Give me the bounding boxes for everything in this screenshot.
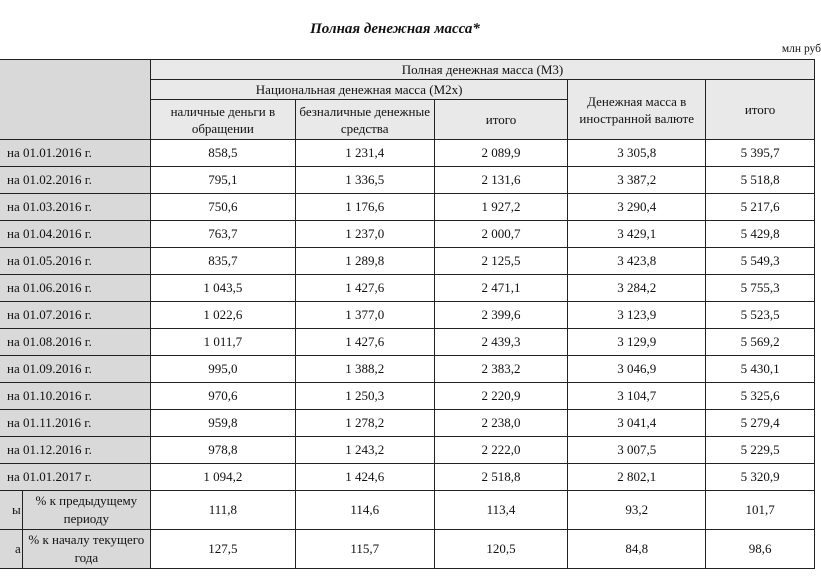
cell-foreign: 93,2 [568,491,706,530]
cell-noncash: 1 427,6 [295,275,434,302]
cell-foreign: 2 802,1 [568,464,706,491]
row-label: на 01.11.2016 г. [0,410,150,437]
cell-noncash: 114,6 [295,491,434,530]
cell-cash: 127,5 [150,530,295,569]
cell-cash: 1 011,7 [150,329,295,356]
footer-group-label: ы [0,491,22,530]
cell-total: 5 755,3 [706,275,815,302]
table-row [0,356,815,383]
table-title: Полная денежная масса* [310,21,480,37]
cell-total: 5 549,3 [706,248,815,275]
cell-cash: 111,8 [150,491,295,530]
table-row [0,464,815,491]
cell-foreign: 3 423,8 [568,248,706,275]
cell-total: 98,6 [706,530,815,569]
cell-total-national: 2 220,9 [434,383,568,410]
cell-foreign: 3 387,2 [568,167,706,194]
cell-foreign: 3 129,9 [568,329,706,356]
cell-noncash: 1 427,6 [295,329,434,356]
table-row [0,140,815,167]
cell-cash: 995,0 [150,356,295,383]
cell-noncash: 1 243,2 [295,437,434,464]
cell-total: 5 430,1 [706,356,815,383]
cell-noncash: 1 250,3 [295,383,434,410]
cell-total-national: 120,5 [434,530,568,569]
cell-noncash: 1 231,4 [295,140,434,167]
table-row [0,194,815,221]
cell-foreign: 3 123,9 [568,302,706,329]
header-foreign: Денежная масса в иностранной валюте [568,80,706,140]
cell-noncash: 1 278,2 [295,410,434,437]
table-row [0,275,815,302]
cell-total: 5 523,5 [706,302,815,329]
row-label: на 01.03.2016 г. [0,194,150,221]
cell-total-national: 2 000,7 [434,221,568,248]
row-label: на 01.09.2016 г. [0,356,150,383]
cell-total-national: 2 383,2 [434,356,568,383]
cell-total-national: 2 518,8 [434,464,568,491]
cell-cash: 970,6 [150,383,295,410]
cell-noncash: 1 176,6 [295,194,434,221]
header-corner [0,60,150,140]
cell-total: 5 279,4 [706,410,815,437]
cell-cash: 750,6 [150,194,295,221]
table-row [0,221,815,248]
cell-total-national: 2 089,9 [434,140,568,167]
footer-row [0,530,815,569]
header-total-national: итого [434,100,568,140]
cell-total: 5 217,6 [706,194,815,221]
table-row [0,302,815,329]
footer-group-label: а [0,530,22,569]
footer-row-label: % к предыдущему периоду [22,491,150,530]
row-label: на 01.04.2016 г. [0,221,150,248]
cell-cash: 978,8 [150,437,295,464]
table-row [0,410,815,437]
cell-foreign: 3 290,4 [568,194,706,221]
cell-total: 101,7 [706,491,815,530]
cell-cash: 1 094,2 [150,464,295,491]
cell-foreign: 84,8 [568,530,706,569]
cell-total-national: 2 125,5 [434,248,568,275]
cell-noncash: 115,7 [295,530,434,569]
cell-total-national: 2 439,3 [434,329,568,356]
cell-total: 5 325,6 [706,383,815,410]
cell-total: 5 518,8 [706,167,815,194]
header-cash: наличные деньги в обращении [150,100,295,140]
cell-total: 5 569,2 [706,329,815,356]
row-label: на 01.07.2016 г. [0,302,150,329]
cell-cash: 1 022,6 [150,302,295,329]
cell-noncash: 1 424,6 [295,464,434,491]
cell-cash: 795,1 [150,167,295,194]
cell-total-national: 2 131,6 [434,167,568,194]
cell-cash: 959,8 [150,410,295,437]
cell-noncash: 1 237,0 [295,221,434,248]
cell-total-national: 2 471,1 [434,275,568,302]
table-row [0,329,815,356]
table-row [0,437,815,464]
header-m2x: Национальная денежная масса (М2х) [150,80,567,100]
cell-total: 5 320,9 [706,464,815,491]
cell-foreign: 3 007,5 [568,437,706,464]
cell-total: 5 429,8 [706,221,815,248]
cell-foreign: 3 104,7 [568,383,706,410]
cell-total-national: 113,4 [434,491,568,530]
cell-total-national: 2 222,0 [434,437,568,464]
row-label: на 01.06.2016 г. [0,275,150,302]
table-row [0,167,815,194]
row-label: на 01.02.2016 г. [0,167,150,194]
cell-total: 5 229,5 [706,437,815,464]
cell-cash: 858,5 [150,140,295,167]
cell-cash: 763,7 [150,221,295,248]
cell-total-national: 1 927,2 [434,194,568,221]
cell-foreign: 3 284,2 [568,275,706,302]
cell-noncash: 1 388,2 [295,356,434,383]
cell-total: 5 395,7 [706,140,815,167]
footer-row-label: % к началу текущего года [22,530,150,569]
money-supply-table [0,59,815,569]
cell-foreign: 3 046,9 [568,356,706,383]
cell-foreign: 3 429,1 [568,221,706,248]
table-row [0,248,815,275]
row-label: на 01.01.2016 г. [0,140,150,167]
cell-foreign: 3 305,8 [568,140,706,167]
cell-cash: 1 043,5 [150,275,295,302]
row-label: на 01.01.2017 г. [0,464,150,491]
cell-total-national: 2 238,0 [434,410,568,437]
cell-cash: 835,7 [150,248,295,275]
header-noncash: безналичные денежные средства [295,100,434,140]
row-label: на 01.12.2016 г. [0,437,150,464]
header-total: итого [706,80,815,140]
row-label: на 01.05.2016 г. [0,248,150,275]
header-m3: Полная денежная масса (М3) [150,60,814,80]
unit-label: млн руб [781,43,821,55]
cell-foreign: 3 041,4 [568,410,706,437]
cell-noncash: 1 377,0 [295,302,434,329]
cell-total-national: 2 399,6 [434,302,568,329]
row-label: на 01.08.2016 г. [0,329,150,356]
cell-noncash: 1 336,5 [295,167,434,194]
footer-row [0,491,815,530]
table-row [0,383,815,410]
row-label: на 01.10.2016 г. [0,383,150,410]
cell-noncash: 1 289,8 [295,248,434,275]
